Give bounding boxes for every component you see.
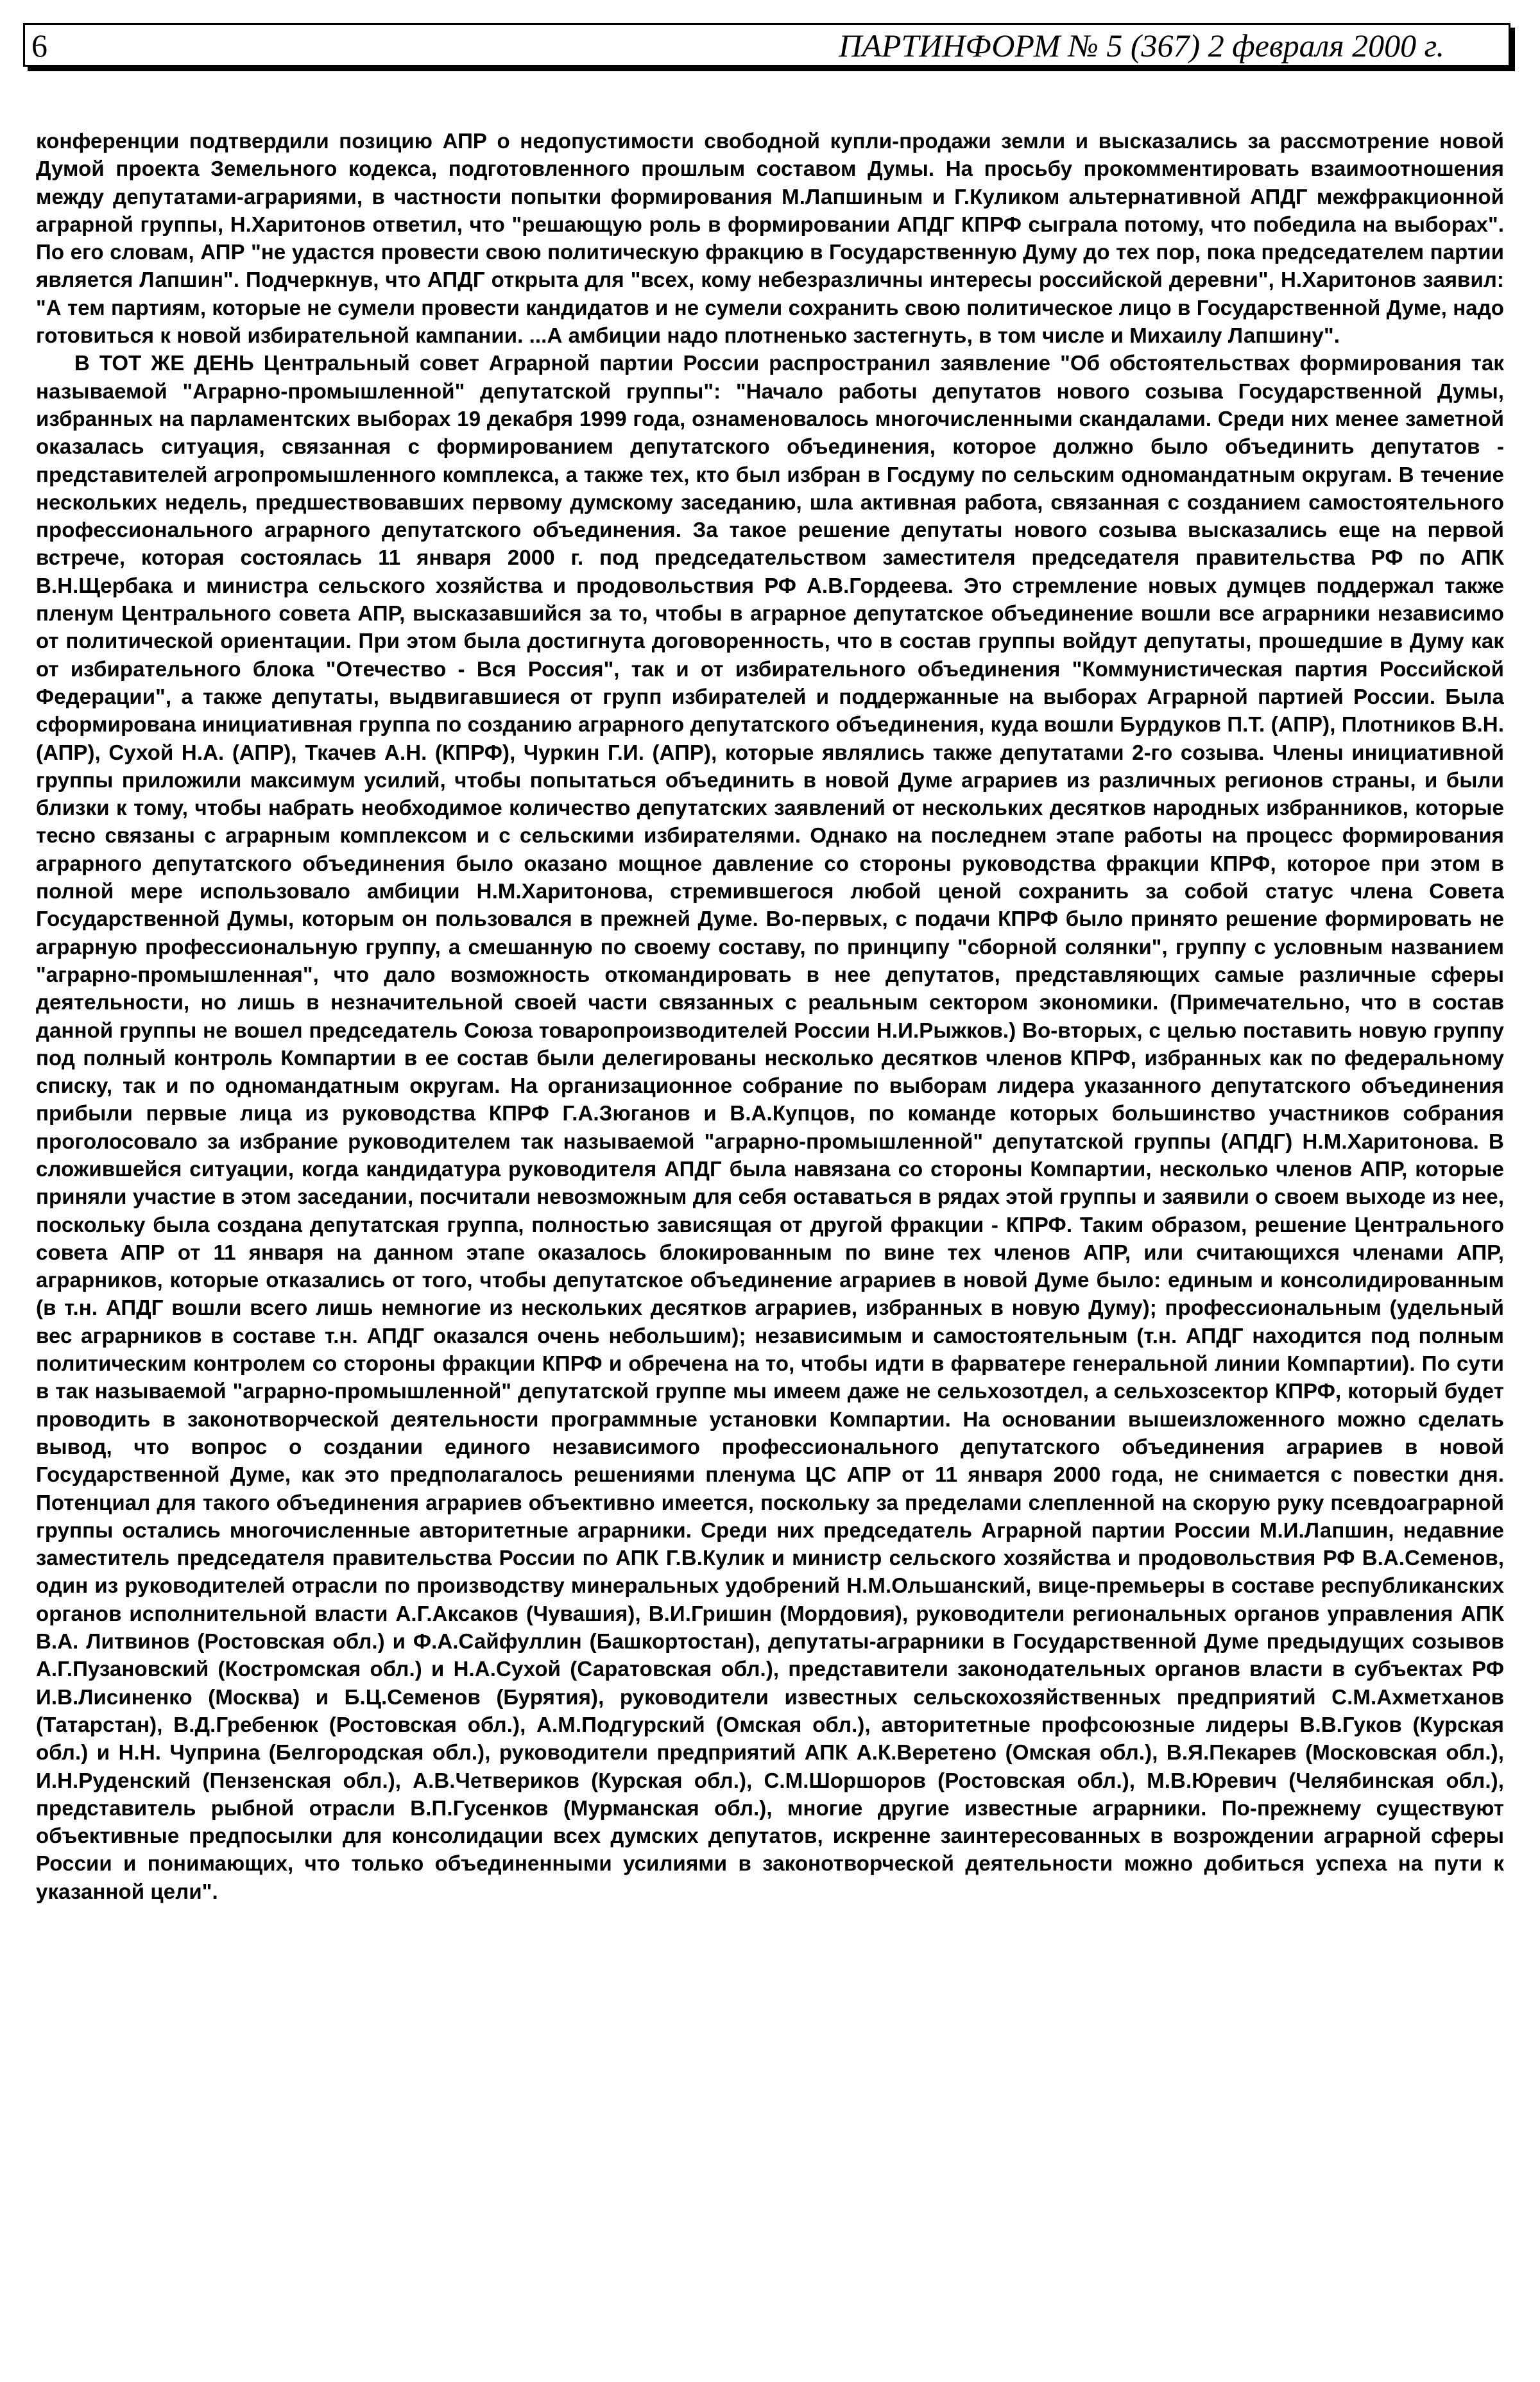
issue-title: ПАРТИНФОРМ № 5 (367) 2 февраля 2000 г. bbox=[839, 28, 1444, 64]
page-number: 6 bbox=[31, 28, 47, 64]
article-body bbox=[36, 127, 1504, 1905]
article-paragraph-1: конференции подтвердили позицию АПР о недопустимости свободной купли-продажи земли и высказались за рассмотрение новой Думой проекта Земельного кодекса, подготовленного прошлым составом Думы. На просьбу прокомментировать взаимоотношения между депутатами-аграриями, в частности попытки формирования М.Лапшиным и Г.Куликом альтернативной АПДГ межфракционной аграрной группы, Н.Харитонов ответил, что "решающую роль в формировании АПДГ КПРФ сыграла потому, что победила на выборах". По его словам, АПР "не удастся провести свою политическую фракцию в Государственную Думу до тех пор, пока председателем партии является Лапшин". Подчеркнув, что АПДГ открыта для "всех, кому небезразличны интересы российской деревни", Н.Харитонов заявил: "А тем партиям, которые не сумели провести кандидатов и не сумели сохранить свою политическое лицо в Государственной Думе, надо готовиться к новой избирательной кампании. ...А амбиции надо плотненько застегнуть, в том числе и Михаилу Лапшину". bbox=[36, 129, 1504, 348]
page-header bbox=[23, 23, 1510, 67]
article-paragraph-2: В ТОТ ЖЕ ДЕНЬ Центральный совет Аграрной партии России распространил заявление "Об обстоятельствах формирования так называемой "Аграрно-промышленной" депутатской группы": "Начало работы депутатов нового созыва Государственной Думы, избранных на парламентских выборах 19 декабря 1999 года, ознаменовалось многочисленными скандалами. Среди них менее заметной оказалась ситуация, связанная с формированием депутатского объединения, которое должно было объединить депутатов - представителей агропромышленного комплекса, а также тех, кто был избран в Госдуму по сельским одномандатным округам. В течение нескольких недель, предшествовавших первому думскому заседанию, шла активная работа, связанная с созданием самостоятельного профессионального аграрного депутатского объединения. За такое решение депутаты нового созыва высказались еще на первой встрече, которая состоялась 11 января 2000 г. под председательством заместителя председателя правительства РФ по АПК В.Н.Щербака и министра сельского хозяйства и продовольствия РФ А.В.Гордеева. Это стремление новых думцев поддержал также пленум Центрального совета АПР, высказавшийся за то, чтобы в аграрное депутатское объединение вошли все аграрники независимо от политической ориентации. При этом была достигнута договоренность, что в состав группы войдут депутаты, прошедшие в Думу как от избирательного блока "Отечество - Вся Россия", так и от избирательного объединения "Коммунистическая партия Российской Федерации", а также депутаты, выдвигавшиеся от групп избирателей и поддержанные на выборах Аграрной партией России. Была сформирована инициативная группа по созданию аграрного депутатского объединения, куда вошли Бурдуков П.Т. (АПР), Плотников В.Н. (АПР), Сухой Н.А. (АПР), Ткачев А.Н. (КПРФ), Чуркин Г.И. (АПР), которые являлись также депутатами 2-го созыва. Члены инициативной группы приложили максимум усилий, чтобы попытаться объединить в новой Думе аграриев из различных регионов страны, и были близки к тому, чтобы набрать необходимое количество депутатских заявлений от нескольких десятков народных избранников, которые тесно связаны с аграрным комплексом и с сельскими избирателями. Однако на последнем этапе работы на процесс формирования аграрного депутатского объединения было оказано мощное давление со стороны руководства фракции КПРФ, которое при этом в полной мере использовало амбиции Н.М.Харитонова, стремившегося любой ценой сохранить за собой статус члена Совета Государственной Думы, которым он пользовался в прежней Думе. Во-первых, с подачи КПРФ было принято решение формировать не аграрную профессиональную группу, а смешанную по своему составу, по принципу "сборной солянки", группу с условным названием "аграрно-промышленная", что дало возможность откомандировать в нее депутатов, представляющих самые различные сферы деятельности, но лишь в незначительной своей части связанных с реальным сектором экономики. (Примечательно, что в состав данной группы не вошел председатель Союза товаропроизводителей России Н.И.Рыжков.) Во-вторых, с целью поставить новую группу под полный контроль Компартии в ее состав были делегированы несколько десятков членов КПРФ, избранных как по федеральному списку, так и по одномандатным округам. На организационное собрание по выборам лидера указанного депутатского объединения прибыли первые лица из руководства КПРФ Г.А.Зюганов и В.А.Купцов, по команде которых большинство участников собрания проголосовало за избрание руководителем так называемой "аграрно-промышленной" депутатской группы (АПДГ) Н.М.Харитонова. В сложившейся ситуации, когда кандидатура руководителя АПДГ была навязана со стороны Компартии, несколько членов АПР, которые приняли участие в этом заседании, посчитали невозможным для себя оставаться в рядах этой группы и заявили о своем выходе из нее, поскольку была создана депутатская группа, полностью зависящая от другой фракции - КПРФ. Таким образом, решение Центрального совета АПР от 11 января на данном этапе оказалось блокированным по вине тех членов АПР, или считающихся членами АПР, аграрников, которые отказались от того, чтобы депутатское объединение аграриев в новой Думе было: единым и консолидированным (в т.н. АПДГ вошли всего лишь немногие из нескольких десятков аграриев, избранных в новую Думу); профессиональным (удельный вес аграрников в составе т.н. АПДГ оказался очень небольшим); независимым и самостоятельным (т.н. АПДГ находится под полным политическим контролем со стороны фракции КПРФ и обречена на то, чтобы идти в фарватере генеральной линии Компартии). По сути в так называемой "аграрно-промышленной" депутатской группе мы имеем даже не сельхозотдел, а сельхозсектор КПРФ, который будет проводить в законотворческой деятельности программные установки Компартии. На основании вышеизложенного можно сделать вывод, что вопрос о создании единого независимого профессионального депутатского объединения аграриев в новой Государственной Думе, как это предполагалось решениями пленума ЦС АПР от 11 января 2000 года, не снимается с повестки дня. Потенциал для такого объединения аграриев объективно имеется, поскольку за пределами слепленной на скорую руку псевдоаграрной группы остались многочисленные авторитетные аграрники. Среди них председатель Аграрной партии России М.И.Лапшин, недавние заместитель председателя правительства России по АПК Г.В.Кулик и министр сельского хозяйства и продовольствия РФ В.А.Семенов, один из руководителей отрасли по производству минеральных удобрений Н.М.Ольшанский, вице-премьеры в составе республиканских органов исполнительной власти А.Г.Аксаков (Чувашия), В.И.Гришин (Мордовия), руководители региональных органов управления АПК В.А. Литвинов (Ростовская обл.) и Ф.А.Сайфуллин (Башкортостан), депутаты-аграрники в Государственной Думе предыдущих созывов А.Г.Пузановский (Костромская обл.) и Н.А.Сухой (Саратовская обл.), представители законодательных органов власти в субъектах РФ И.В.Лисиненко (Москва) и Б.Ц.Семенов (Бурятия), руководители известных сельскохозяйственных предприятий С.М.Ахметханов (Татарстан), В.Д.Гребенюк (Ростовская обл.), А.М.Подгурский (Омская обл.), авторитетные профсоюзные лидеры В.В.Гуков (Курская обл.) и Н.Н. Чуприна (Белгородская обл.), руководители предприятий АПК А.К.Веретено (Омская обл.), В.Я.Пекарев (Московская обл.), И.Н.Руденский (Пензенская обл.), А.В.Четвериков (Курская обл.), С.М.Шоршоров (Ростовская обл.), М.В.Юревич (Челябинская обл.), представитель рыбной отрасли В.П.Гусенков (Мурманская обл.), многие другие известные аграрники. По-прежнему существуют объективные предпосылки для консолидации всех думских депутатов, искренне заинтересованных в возрождении аграрной сферы России и понимающих, что только объединенными усилиями в законотворческой деятельности можно добиться успеха на пути к указанной цели". bbox=[36, 351, 1504, 1903]
